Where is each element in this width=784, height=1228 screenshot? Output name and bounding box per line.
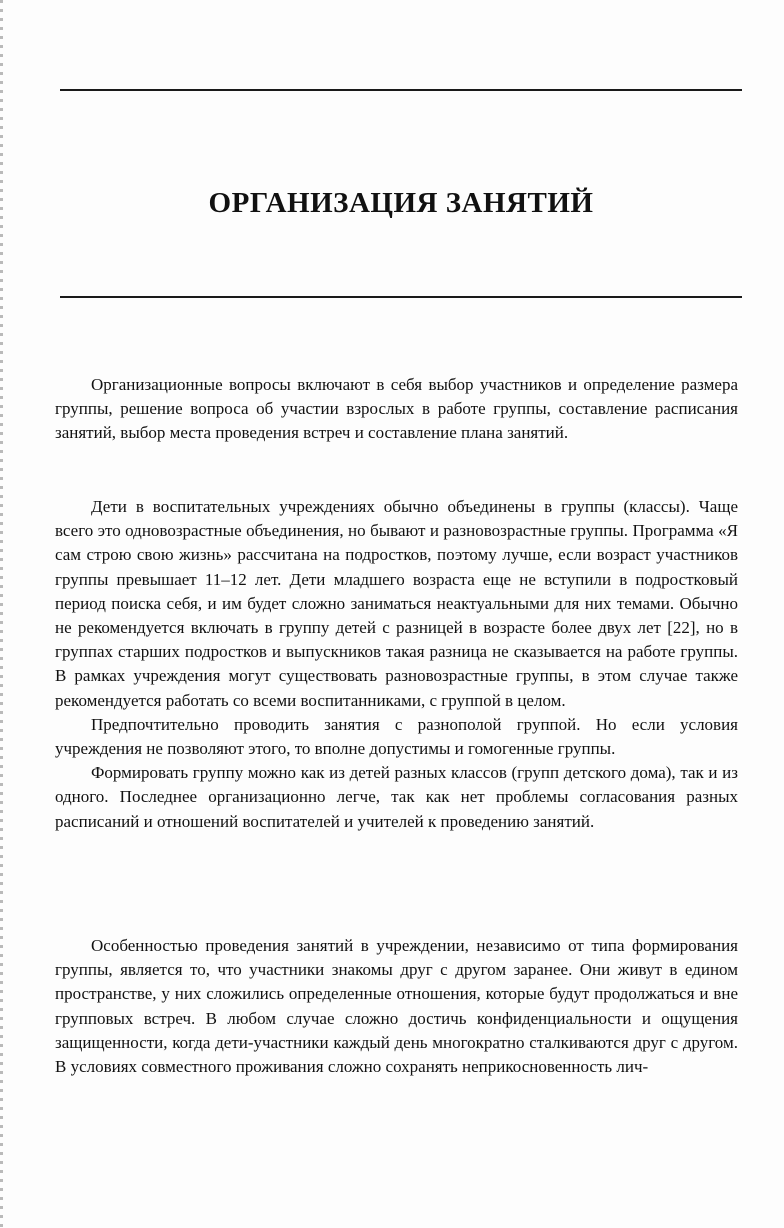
chapter-title: ОРГАНИЗАЦИЯ ЗАНЯТИЙ (208, 187, 594, 219)
bottom-rule (60, 296, 742, 298)
paragraph-group-formation: Формировать группу можно как из детей разных классов (групп детского дома), так и из одного. Последнее организационно легче, так как нет проблемы согласования разных расписаний и отношений воспитателей и учителей к проведению занятий. (55, 763, 738, 831)
group-composition-section (55, 495, 738, 834)
paragraph-organizational-questions: Организационные вопросы включают в себя выбор участников и определение размера группы, решение вопроса об участии взрослых в работе группы, составление расписания занятий, выбор места проведения встреч и составление плана занятий. (55, 375, 738, 443)
institution-specifics-section (55, 934, 738, 1079)
intro-section (55, 373, 738, 446)
top-rule (60, 89, 742, 91)
paragraph-mixed-gender: Предпочтительно проводить занятия с разнополой группой. Но если условия учреждения не позволяют этого, то вполне допустимы и гомогенные группы. (55, 714, 738, 759)
paragraph-institution-specifics: Особенностью проведения занятий в учреждении, независимо от типа формирования группы, является то, что участники знакомы друг с другом заранее. Они живут в едином пространстве, у них сложились определенные отношения, которые будут продолжаться и вне групповых встреч. В любом случае сложно достичь конфиденциальности и ощущения защищенности, когда дети-участники каждый день многократно сталкиваются друг с другом. В условиях совместного проживания сложно сохранять неприкосновенность лич- (55, 936, 738, 1077)
paragraph-age-groups: Дети в воспитательных учреждениях обычно объединены в группы (классы). Чаще всего это одновозрастные объединения, но бывают и разновозрастные группы. Программа «Я сам строю свою жизнь» рассчитана на подростков, поэтому лучше, если возраст участников группы превышает 11–12 лет. Дети младшего возраста еще не вступили в подростковый период поиска себя, и им будет сложно заниматься неактуальными для них темами. Обычно не рекомендуется включать в группу детей с разницей в возрасте более двух лет [22], но в группах старших подростков и выпускников такая разница не сказывается на работе группы. В рамках учреждения могут существовать разновозрастные группы, в этом случае также рекомендуется работать со всеми воспитанниками, с группой в целом. (55, 497, 738, 710)
scan-edge (0, 0, 3, 1228)
